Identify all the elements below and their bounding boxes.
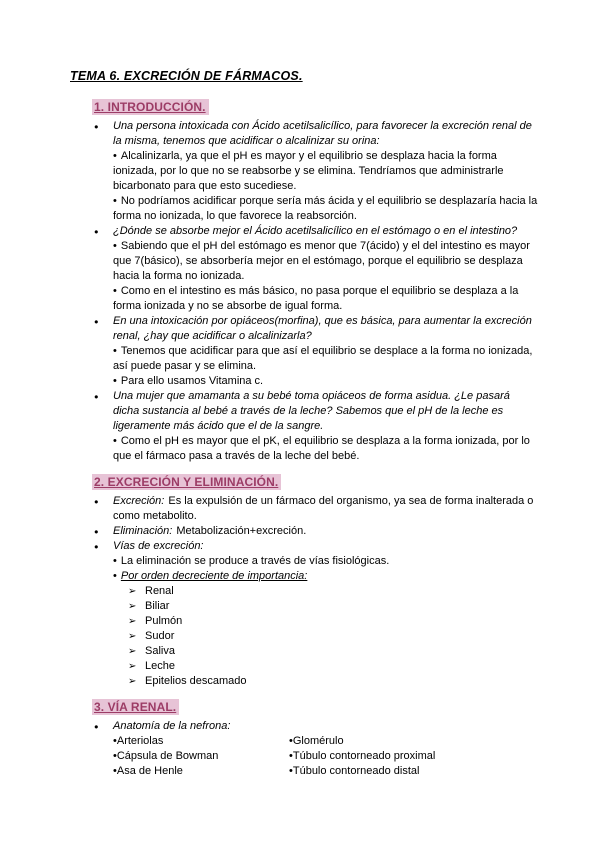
question-item	[70, 389, 538, 434]
bullet-icon: •	[113, 285, 117, 297]
answer-text: Por orden decreciente de importancia:	[120, 570, 308, 582]
bullet-icon: •	[289, 750, 293, 762]
anatomy-label: Cápsula de Bowman	[116, 750, 219, 762]
section-excrecion-eliminacion	[70, 473, 538, 689]
route-label: Leche	[145, 660, 175, 672]
bullet-icon: •	[113, 240, 117, 252]
route-item	[70, 659, 538, 674]
anatomy-label: Glomérulo	[292, 735, 344, 747]
anatomy-column-left	[113, 734, 289, 779]
section-3-heading	[92, 698, 538, 716]
answer-text: Como el pH es mayor que el pK, el equilibrio se desplaza a la forma ionizada, por lo que el fármaco pasa a través de la leche del bebé.	[113, 435, 530, 462]
bullet-icon: •	[113, 570, 117, 582]
definition-item	[70, 494, 538, 524]
answer-item	[70, 569, 538, 584]
term-label: Anatomía de la nefrona:	[113, 720, 231, 732]
answer-item	[70, 344, 538, 374]
answer-item	[70, 434, 538, 464]
route-label: Sudor	[145, 630, 175, 642]
route-item	[70, 629, 538, 644]
term-label: Excreción:	[113, 495, 165, 507]
bullet-icon: •	[113, 375, 117, 387]
bullet-icon: ●	[94, 121, 99, 131]
answer-item	[70, 194, 538, 224]
route-label: Epitelios descamado	[145, 675, 247, 687]
route-label: Biliar	[145, 600, 170, 612]
bullet-icon: •	[289, 765, 293, 777]
anatomy-label: Túbulo contorneado distal	[292, 765, 420, 777]
section-via-renal	[70, 698, 538, 779]
bullet-icon: •	[113, 765, 117, 777]
anatomy-label: Asa de Henle	[116, 765, 183, 777]
answer-item	[70, 284, 538, 314]
answer-item	[70, 374, 538, 389]
bullet-icon: •	[113, 735, 117, 747]
section-1-heading	[92, 98, 538, 116]
section-2-heading-text: 2. EXCRECIÓN Y ELIMINACIÓN.	[92, 474, 281, 490]
anatomy-columns	[70, 734, 538, 779]
bullet-icon: ●	[94, 316, 99, 326]
route-item	[70, 599, 538, 614]
bullet-icon: ●	[94, 391, 99, 401]
answer-item	[70, 554, 538, 569]
bullet-icon: •	[113, 150, 117, 162]
answer-text: Como en el intestino es más básico, no pasa porque el equilibrio se desplaza a la forma ionizada y no se absorbe de igual forma.	[113, 285, 519, 312]
bullet-icon: ●	[94, 721, 99, 731]
bullet-icon: •	[113, 345, 117, 357]
section-3-heading-text: 3. VÍA RENAL.	[92, 699, 179, 715]
bullet-icon: ●	[94, 541, 99, 551]
anatomy-item	[289, 734, 538, 749]
question-item	[70, 224, 538, 239]
route-item	[70, 584, 538, 599]
question-text: ¿Dónde se absorbe mejor el Ácido acetilsalicílico en el estómago o en el intestino?	[113, 225, 518, 237]
route-label: Saliva	[145, 645, 175, 657]
bullet-icon: •	[113, 435, 117, 447]
answer-item	[70, 239, 538, 284]
bullet-icon: •	[289, 735, 293, 747]
answer-item	[70, 149, 538, 194]
anatomy-item	[113, 749, 289, 764]
arrow-bullet-icon: ➢	[128, 661, 137, 672]
anatomy-item	[289, 749, 538, 764]
answer-text: Para ello usamos Vitamina c.	[120, 375, 264, 387]
question-text: En una intoxicación por opiáceos(morfina), que es básica, para aumentar la excreción renal, ¿hay que acidificar o alcalinizarla?	[113, 315, 532, 342]
anatomy-item	[113, 764, 289, 779]
anatomy-column-right	[289, 734, 538, 779]
answer-text: La eliminación se produce a través de vías fisiológicas.	[120, 555, 390, 567]
bullet-icon: ●	[94, 526, 99, 536]
bullet-icon: •	[113, 195, 117, 207]
question-item	[70, 119, 538, 149]
question-text: Una persona intoxicada con Ácido acetilsalicílico, para favorecer la excreción renal de la misma, tenemos que acidificar o alcalinizar su orina:	[113, 120, 532, 147]
bullet-icon: ●	[94, 496, 99, 506]
route-label: Pulmón	[145, 615, 183, 627]
term-label: Eliminación:	[113, 525, 173, 537]
bullet-icon: •	[113, 750, 117, 762]
answer-text: Sabiendo que el pH del estómago es menor que 7(ácido) y el del intestino es mayor que 7(básico), se absorbería mejor en el estómago, porque el equilibrio se desplaza hacia la forma no ionizada.	[113, 240, 530, 282]
definition-text: Es la expulsión de un fármaco del organismo, ya sea de forma inalterada o como metabolito.	[113, 495, 534, 522]
definition-item	[70, 719, 538, 734]
answer-text: Tenemos que acidificar para que así el equilibrio se desplace a la forma no ionizada, así puede pasar y se elimina.	[113, 345, 533, 372]
route-item	[70, 674, 538, 689]
anatomy-label: Túbulo contorneado proximal	[292, 750, 436, 762]
bullet-icon: ●	[94, 226, 99, 236]
arrow-bullet-icon: ➢	[128, 631, 137, 642]
answer-text: Alcalinizarla, ya que el pH es mayor y el equilibrio se desplaza hacia la forma ionizada, por lo que no se reabsorbe y se elimina. Tendríamos que administrarle bicarbonato para que esto sucediese.	[113, 150, 504, 192]
route-item	[70, 644, 538, 659]
section-introduccion	[70, 98, 538, 464]
question-item	[70, 314, 538, 344]
arrow-bullet-icon: ➢	[128, 676, 137, 687]
definition-item	[70, 539, 538, 554]
definition-text: Metabolización+excreción.	[176, 525, 307, 537]
term-label: Vías de excreción:	[113, 540, 204, 552]
arrow-bullet-icon: ➢	[128, 646, 137, 657]
arrow-bullet-icon: ➢	[128, 616, 137, 627]
anatomy-item	[113, 734, 289, 749]
arrow-bullet-icon: ➢	[128, 601, 137, 612]
route-label: Renal	[145, 585, 174, 597]
anatomy-label: Arteriolas	[116, 735, 164, 747]
route-item	[70, 614, 538, 629]
definition-item	[70, 524, 538, 539]
section-2-heading	[92, 473, 538, 491]
question-text: Una mujer que amamanta a su bebé toma opiáceos de forma asidua. ¿Le pasará dicha sustancia al bebé a través de la leche? Sabemos que el pH de la leche es ligeramente más ácido que el de la sangre.	[113, 390, 510, 432]
arrow-bullet-icon: ➢	[128, 586, 137, 597]
section-1-heading-text: 1. INTRODUCCIÓN.	[92, 99, 209, 115]
anatomy-item	[289, 764, 538, 779]
document-title: TEMA 6. EXCRECIÓN DE FÁRMACOS.	[70, 69, 303, 83]
answer-text: No podríamos acidificar porque sería más ácida y el equilibrio se desplazaría hacia la forma no ionizada, lo que favorece la reabsorción.	[113, 195, 538, 222]
bullet-icon: •	[113, 555, 117, 567]
